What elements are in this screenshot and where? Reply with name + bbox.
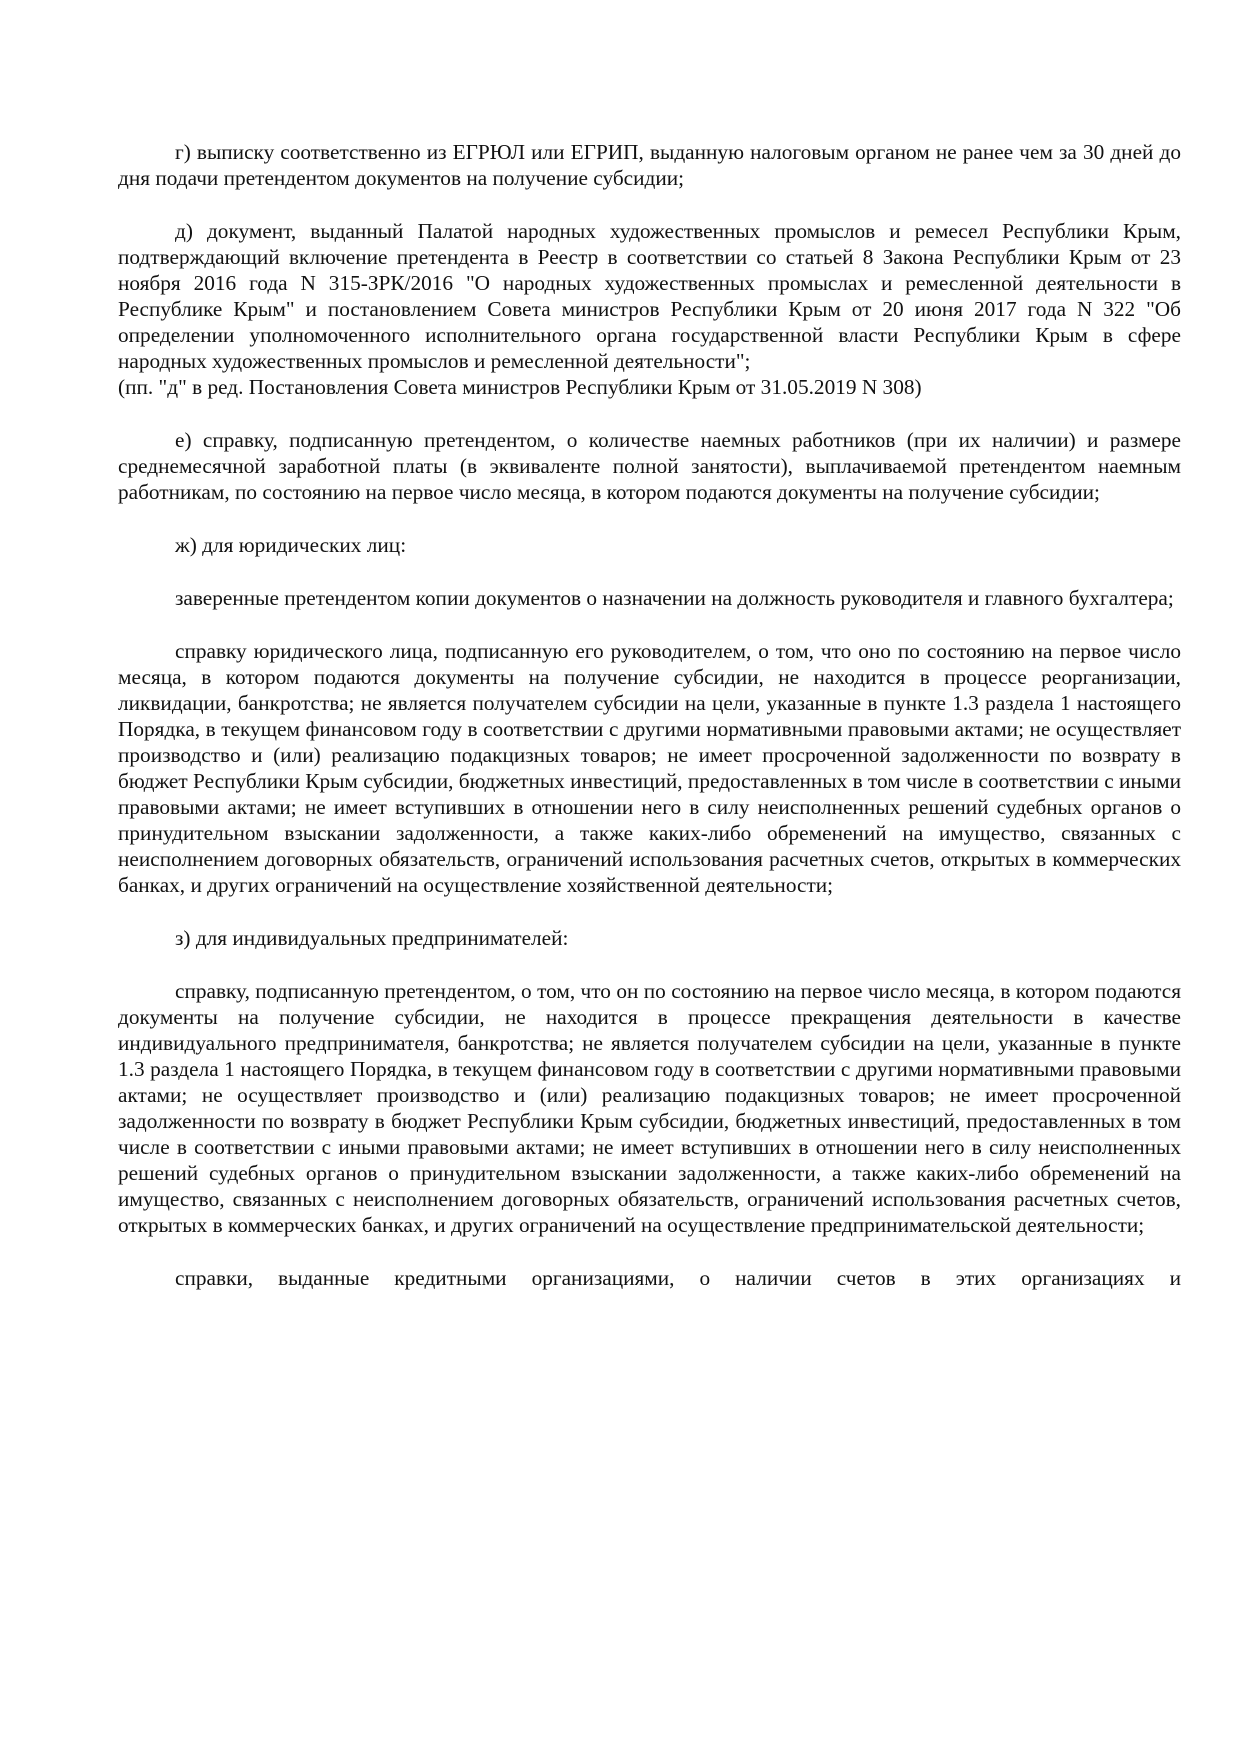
paragraph-zh-legal-entity-certificate: справку юридического лица, подписанную его руководителем, о том, что оно по состоянию на первое число месяца, в котором подаются документы на получение субсидии, не находится в процессе реорганизации, ликвидации, банкротства; не является получателем субсидии на цели, указанные в пункте 1.3 раздела 1 настоящего Порядка, в текущем финансовом году в соответствии с другими нормативными правовыми актами; не осуществляет производство и (или) реализацию подакцизных товаров; не имеет просроченной задолженности по возврату в бюджет Республики Крым субсидии, бюджетных инвестиций, предоставленных в том числе в соответствии с иными правовыми актами; не имеет вступивших в отношении него в силу неисполненных решений судебных органов о принудительном взыскании задолженности, а также каких-либо обременений на имущество, связанных с неисполнением договорных обязательств, ограничений использования расчетных счетов, открытых в коммерческих банках, и других ограничений на осуществление хозяйственной деятельности; [118,639,1181,897]
paragraph-z-entrepreneurs-heading: з) для индивидуальных предпринимателей: [175,926,569,950]
amendment-note-d: (пп. "д" в ред. Постановления Совета министров Республики Крым от 31.05.2019 N 308) [118,375,922,399]
paragraph-zh-appointment-copies: заверенные претендентом копии документов о назначении на должность руководителя и главного бухгалтера; [175,586,1174,610]
paragraph-z-entrepreneur-certificate: справку, подписанную претендентом, о том, что он по состоянию на первое число месяца, в котором подаются документы на получение субсидии, не находится в процессе прекращения деятельности в качестве индивидуального предпринимателя, банкротства; не является получателем субсидии на цели, указанные в пункте 1.3 раздела 1 настоящего Порядка, в текущем финансовом году в соответствии с другими нормативными правовыми актами; не осуществляет производство и (или) реализацию подакцизных товаров; не имеет просроченной задолженности по возврату в бюджет Республики Крым субсидии, бюджетных инвестиций, предоставленных в том числе в соответствии с иными правовыми актами; не имеет вступивших в отношении него в силу неисполненных решений судебных органов о принудительном взыскании задолженности, а также каких-либо обременений на имущество, связанных с неисполнением договорных обязательств, ограничений использования расчетных счетов, открытых в коммерческих банках, и других ограничений на осуществление предпринимательской деятельности; [118,979,1181,1237]
paragraph-e-employees-certificate: е) справку, подписанную претендентом, о количестве наемных работников (при их наличии) и размере среднемесячной заработной платы (в эквиваленте полной занятости), выплачиваемой претендентом наемным работникам, по состоянию на первое число месяца, в котором подаются документы на получение субсидии; [118,428,1181,504]
paragraph-z-bank-certificates: справки, выданные кредитными организациями, о наличии счетов в этих организациях и [175,1266,1181,1290]
document-page [118,139,1181,1318]
paragraph-d-chamber-document: д) документ, выданный Палатой народных художественных промыслов и ремесел Республики Крым, подтверждающий включение претендента в Реестр в соответствии со статьей 8 Закона Республики Крым от 23 ноября 2016 года N 315-ЗРК/2016 "О народных художественных промыслах и ремесленной деятельности в Республике Крым" и постановлением Совета министров Республики Крым от 20 июня 2017 года N 322 "Об определении уполномоченного исполнительного органа государственной власти Республики Крым в сфере народных художественных промыслов и ремесленной деятельности"; [118,219,1181,373]
paragraph-g-egrul-extract: г) выписку соответственно из ЕГРЮЛ или ЕГРИП, выданную налоговым органом не ранее чем за 30 дней до дня подачи претендентом документов на получение субсидии; [118,140,1181,190]
paragraph-zh-legal-entities-heading: ж) для юридических лиц: [175,533,407,557]
